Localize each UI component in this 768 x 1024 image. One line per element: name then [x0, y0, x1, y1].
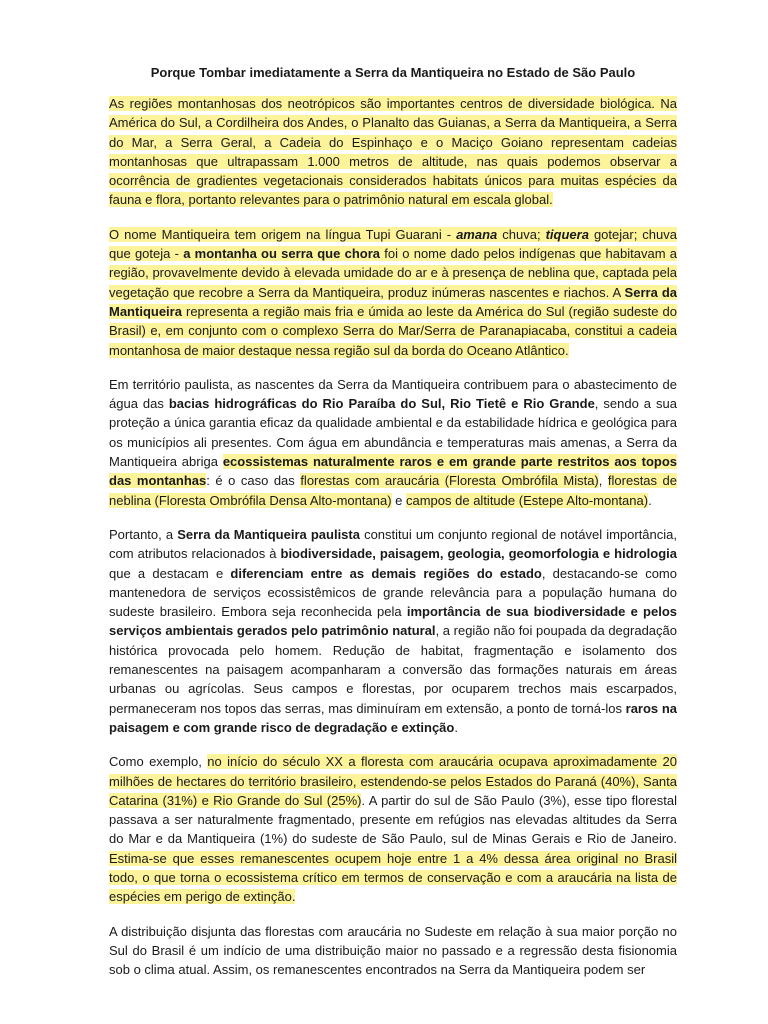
text-run: Em território paulista, as nascentes da Serra da Mantiqueira contribuem para o abastecimento de água das	[109, 376, 677, 412]
text-run: bacias hidrográficas do Rio Paraíba do Sul, Rio Tietê e Rio Grande	[168, 396, 595, 412]
text-run: .	[454, 719, 458, 735]
text-run: no início do século XX a floresta com araucária ocupava aproximadamente 20 milhões de hectares do território brasileiro, estendendo-se pelos Estados do Paraná (40%), Santa Catarina (31%) e Rio Grande do Sul (25%)	[109, 754, 678, 808]
text-run: gotejar; chuva que goteja -	[109, 226, 677, 262]
document-title: Porque Tombar imediatamente a Serra da Mantiqueira no Estado de São Paulo	[150, 65, 636, 80]
text-run: que a destacam e	[109, 565, 231, 581]
text-run: . A partir do sul de São Paulo (3%), esse tipo florestal passava a ser naturalmente fragmentado, presente em refúgios nas elevadas altitudes da Serra do Mar e da Mantiqueira (1%) do sudeste de São Paulo, sul de Minas Gerais e Rio de Janeiro.	[109, 792, 677, 847]
text-run: representa a região mais fria e úmida ao leste da América do Sul (região sudeste do Brasil) e, em conjunto com o complexo Serra do Mar/Serra de Paranapiacaba, constitui a cadeia montanhosa de maior destaque nessa região sul da borda do Oceano Atlântico.	[109, 303, 677, 358]
highlighted-text	[109, 851, 677, 905]
text-run: biodiversidade, paisagem, geologia, geomorfologia e hidrologia	[280, 546, 677, 562]
text-run: ecossistemas naturalmente raros e em grande parte restritos aos topos das montanhas	[109, 454, 678, 489]
text-run: O nome Mantiqueira tem origem na língua Tupi Guarani -	[109, 226, 457, 242]
paragraph-2	[109, 225, 677, 360]
text-run: constitui um conjunto regional de notável importância, com atributos relacionados à	[109, 526, 677, 562]
paragraph-5	[109, 752, 677, 906]
text-run: Serra da Mantiqueira	[109, 284, 677, 319]
text-run: diferenciam entre as demais regiões do estado	[230, 565, 542, 581]
text-run: florestas de neblina (Floresta Ombrófila Densa Alto-montana)	[109, 473, 678, 508]
highlighted-text	[406, 493, 648, 508]
text-run: .	[648, 492, 652, 508]
text-run: florestas com araucária (Floresta Ombrófila Mista)	[300, 473, 599, 489]
document-body	[109, 94, 677, 979]
text-run: , a região não foi poupada da degradação histórica provocada pelo homem. Redução de habitat, fragmentação e isolamento dos remanescentes na paisagem acompanharam a conversão das formações naturais em áreas urbanas ou agrícolas. Seus campos e florestas, por ocuparem trechos mais escarpados, permaneceram nos topos das serras, mas diminuíram em extensão, a ponto de torná-los	[109, 623, 678, 716]
text-run: a montanha ou serra que chora	[183, 246, 380, 262]
text-run: Estima-se que esses remanescentes ocupem hoje entre 1 a 4% dessa área original no Brasil todo, o que torna o ecossistema crítico em termos de conservação e com a araucária na lista de espécies em perigo de extinção.	[109, 850, 677, 905]
text-run: Serra da Mantiqueira paulista	[177, 526, 360, 542]
text-run: foi o nome dado pelos indígenas que habitavam a região, provavelmente devido à elevada umidade do ar e à presença de neblina que, captada pela vegetação que recobre a Serra da Mantiqueira, produz inúmeras nascentes e riachos. A	[109, 246, 678, 300]
highlighted-text	[109, 304, 677, 358]
text-run: chuva;	[497, 226, 546, 242]
text-run: , sendo a sua proteção a única garantia eficaz da qualidade ambiental e da estabilidade hídrica e geológica para os municípios ali presentes. Com água em abundância e temperaturas mais amenas, a Serra da Mantiqueira abriga	[109, 396, 677, 470]
text-run: A distribuição disjunta das florestas com araucária no Sudeste em relação à sua maior porção no Sul do Brasil é um indício de uma distribuição maior no passado e a regressão desta fisionomia sob o clima atual. Assim, os remanescentes encontrados na Serra da Mantiqueira podem ser	[109, 923, 677, 978]
text-run: raros na paisagem e com grande risco de degradação e extinção	[109, 700, 677, 735]
text-run: tiquera	[545, 226, 589, 242]
paragraph-1	[109, 94, 677, 210]
highlighted-text	[300, 473, 598, 488]
highlighted-text	[546, 227, 589, 242]
highlighted-text	[183, 246, 380, 261]
text-run: : é o caso das	[206, 473, 301, 489]
text-run: Portanto, a	[109, 526, 178, 542]
text-run: ,	[598, 473, 608, 489]
paragraph-3	[109, 375, 677, 510]
text-run: Como exemplo,	[109, 754, 208, 770]
text-run: , destacando-se como mantenedora de serviços ecossistêmicos de grande relevância para a população humana do sudeste brasileiro. Embora seja reconhecida pela	[109, 565, 677, 620]
highlighted-text	[109, 227, 456, 242]
text-run: e	[391, 492, 406, 508]
paragraph-6	[109, 922, 677, 980]
paragraph-4	[109, 525, 677, 737]
highlighted-text	[109, 96, 677, 207]
text-run: importância de sua biodiversidade e pelos serviços ambientais gerados pelo patrimônio natural	[109, 604, 677, 639]
text-run: As regiões montanhosas dos neotrópicos são importantes centros de diversidade biológica. Na América do Sul, a Cordilheira dos Andes, o Planalto das Guianas, a Serra da Mantiqueira, a Serra do Mar, a Serra Geral, a Cadeia do Espinhaço e o Maciço Goiano representam cadeias montanhosas que ultrapassam 1.000 metros de altitude, nas quais podemos observar a ocorrência de gradientes vegetacionais considerados habitats únicos para muitas espécies da fauna e flora, portanto relevantes para o patrimônio natural em escala global.	[109, 96, 677, 208]
text-run: campos de altitude (Estepe Alto-montana)	[406, 492, 649, 508]
text-run: amana	[456, 226, 498, 242]
highlighted-text	[497, 227, 545, 242]
highlighted-text	[456, 227, 497, 242]
